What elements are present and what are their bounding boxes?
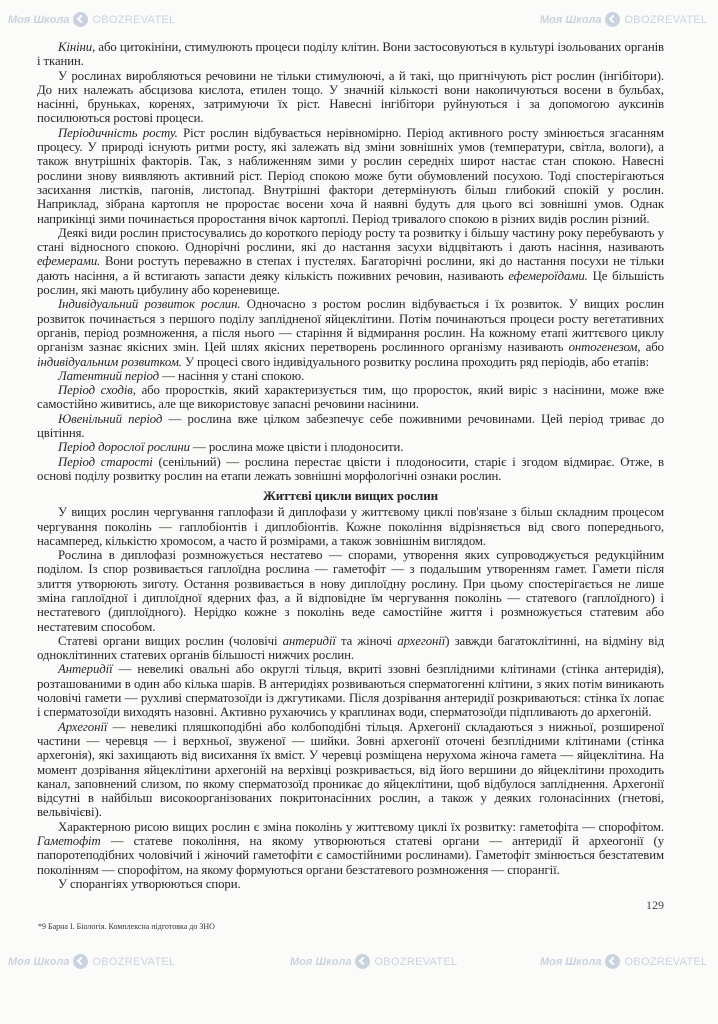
watermark (8, 954, 175, 969)
watermark-band-bottom (0, 932, 718, 992)
paragraph (37, 440, 664, 454)
text-run: Вони ростуть переважно в степах і пустелях. Багаторічні рослини, які до настання посухи не тільки дають насіння, а й встигають запасти деяку кількість поживних речовин, називають (37, 254, 664, 283)
italic-term: Латентний період (58, 368, 160, 383)
text-run: — рослина може цвісти і плодоносити. (189, 440, 404, 455)
text-run: — невеликі овальні або округлі тільця, вкриті ззовні безплідними клітинами (стінка антеридія), розташованими в один або кілька шарів. В антеридіях розвиваються сперматогенні клітини, з яких потім виникають чоловічі гамети — рухливі сперматозоїди із джгутиками. Після дозрівання антеридії розкриваються: стінка їх лопає і сперматозоїди виходять назовні. Активно рухаючись у краплинах води, сперматозоїди підпливають до архегоній. (37, 662, 664, 720)
text-run: (сенільний) — рослина перестає цвісти і плодоносити, старіє і згодом відмирає. Отже, в основі поділу розвитку рослин на етапи лежать зовнішні морфологічні ознаки рослин. (37, 454, 664, 483)
text-run: Це більшість рослин, які мають цибулину або кореневище. (37, 268, 664, 298)
italic-term: Період старості (58, 454, 153, 469)
text-run: , або проростків, який характеризується тим, що проросток, який виріс з насінини, може вже самостійно живитись, але ще використовує запасні речовини насінини. (37, 383, 664, 412)
italic-term: Гаметофіт (37, 834, 101, 849)
watermark-brand-text: OBOZREVATEL (374, 955, 458, 968)
paragraph (37, 548, 664, 634)
watermark-brand-text: Моя Школа (8, 13, 70, 26)
watermark-logo-icon (605, 12, 620, 27)
paragraph (37, 226, 664, 297)
watermark-brand-text: OBOZREVATEL (624, 955, 708, 968)
paragraph (37, 126, 664, 226)
watermark-brand-text: Моя Школа (540, 955, 602, 968)
paragraph (37, 412, 664, 441)
italic-term: ефемероїдами. (508, 268, 588, 283)
text-run: Характерною рисою вищих рослин є зміна поколінь у життєвому циклі їх розвитку: гаметофіта — спорофітом. (58, 819, 664, 834)
italic-term: Періодичність росту. (58, 125, 178, 140)
text-run: Рослина в диплофазі розмножується нестатево — спорами, утворення яких супроводжується редукційним поділом. Із спор розвивається гаплоїдна рослина — гаметофіт — з подальшим утворенням гамет. Гамети після злиття утворюють зиготу. Остання розвивається в нову диплоїдну рослину. При цьому спостерігається не лише зміна гаплоїдної і диплоїдної ядерних фаз, а й відповідне їм чергування поколінь — статевого (гаплоїдного) і нестатевого (диплоїдного). Нерідко кожне з поколінь веде самостійне життя і розмножується статевим або нестатевим способом. (37, 548, 664, 634)
text-run: Ріст рослин відбувається нерівномірно. Період активного росту змінюється згасанням процесу. У природі існують ритми росту, які залежать від зміни зовнішніх умов (температури, світла, вологи), а також внутрішніх факторів. Так, з наближенням зими у рослин середніх широт настає стан спокою. Навесні рослини знову виявляють активний ріст. Період спокою може бути обумовлений посухою. Тоді спостерігаються засихання листків, пагонів, листопад. Внутрішні фактори детермінують більш глибокий спокій у рослин. Наприклад, зібрана картопля не проростає восени хоча й наявні будуть для цього всі зовнішні умов. Однак наприкінці зими починається проростання вічок картоплі. Період тривалого спокою в різних видів рослин різний. (37, 125, 664, 226)
text-run: , або цитокініни, стимулюють процеси поділу клітин. Вони застосовуються в культурі ізольованих органів і тканин. (37, 40, 664, 69)
text-run: Деякі види рослин пристосувались до короткого періоду росту та розвитку і більшу частину року перебувають у стані відносного спокою. Однорічні рослини, які до настання засухи відцвітають і дають насіння, називають (37, 225, 664, 255)
italic-term: Індивідуальний розвиток рослин. (58, 297, 241, 312)
paragraph (37, 720, 664, 820)
paragraph (37, 820, 664, 877)
italic-term: Кініни (58, 40, 93, 54)
watermark (540, 12, 707, 27)
text-run: У процесі свого індивідуального розвитку рослина проходить ряд періодів, або етапів: (181, 354, 649, 369)
page-number: 129 (646, 898, 664, 913)
paragraph (37, 505, 664, 548)
text-run: — рослина вже цілком забезпечує себе поживними речовинами. Цей період триває до цвітіння. (37, 411, 664, 441)
text-run: ) завжди багатоклітинні, на відміну від одноклітинних статевих органів більшості нижчих рослин. (37, 633, 664, 663)
text-run: та жіночі (335, 633, 398, 648)
paragraph (37, 662, 664, 719)
text-run: — статеве покоління, на якому утворюються статеві органи — антеридії й археогонії (у папоротеподібних чоловічий і жіночий гаметофіти є самостійними рослинами). Гаметофіт змінюється безстатевим поколінням — спорофітом, на якому формуються органи безстатевого розмноження — спорангії. (37, 834, 664, 877)
watermark (540, 954, 707, 969)
section-life-cycles (37, 505, 664, 891)
paragraph (37, 369, 664, 383)
watermark-brand-text: OBOZREVATEL (92, 955, 176, 968)
watermark (8, 12, 175, 27)
footer-citation: *9 Барна І. Біологія. Комплексна підготовка до ЗНО (38, 922, 215, 932)
watermark-logo-icon (355, 954, 370, 969)
italic-term: антеридії (282, 633, 336, 648)
paragraph (37, 69, 664, 126)
watermark (290, 954, 457, 969)
text-run: , або (637, 340, 664, 355)
text-run: Статеві органи вищих рослин (чоловічі (58, 633, 283, 648)
watermark-brand-text: OBOZREVATEL (624, 13, 708, 26)
text-run: У вищих рослин чергування гаплофази й диплофази у життєвому циклі пов'язане з більш складним процесом чергування поколінь — гаплобіонтів і диплобіонтів. Кожне покоління відрізняється від свого попереднього, насамперед, кількістю хромосом, а часто й розмірами, а також зовнішнім виглядом. (37, 505, 664, 548)
text-run: У рослинах виробляються речовини не тільки стимулюючі, а й такі, що пригнічують ріст рослин (інгібітори). До них належать абсцизова кислота, етилен тощо. У значній кількості вони накопичуються восени в бульбах, насінні, бруньках, коренях, затримуючи їх ріст. Навесні інгібітори руйнуються і за допомогою ауксинів посилюються ростові процеси. (37, 68, 664, 126)
text-run: У спорангіях утворюються спори. (58, 876, 241, 891)
paragraph (37, 383, 664, 412)
italic-term: онтогенезом (568, 340, 638, 355)
text-run: — насіння у стані спокою. (159, 368, 305, 383)
italic-term: індивідуальним розвитком. (37, 354, 182, 369)
watermark-logo-icon (73, 12, 88, 27)
italic-term: архегонії (397, 633, 446, 648)
italic-term: Період сходів (58, 383, 133, 398)
paragraph (37, 455, 664, 484)
italic-term: Антеридії (58, 662, 113, 677)
watermark-band-top (0, 0, 718, 40)
section-heading: Життєві цикли вищих рослин (262, 488, 439, 504)
paragraph (37, 40, 664, 69)
paragraph (37, 297, 664, 368)
paragraph (37, 634, 664, 663)
page-body (37, 40, 664, 891)
watermark-logo-icon (605, 954, 620, 969)
section-growth (37, 40, 664, 483)
watermark-logo-icon (73, 954, 88, 969)
italic-term: ефемерами. (37, 254, 101, 269)
watermark-brand-text: Моя Школа (290, 955, 352, 968)
text-run: Одночасно з ростом рослин відбувається і їх розвиток. У вищих рослин розвиток починається з першого поділу заплідненої яйцеклітини. Потім починаються процеси росту вегетативних органів, період розмноження, а після нього — старіння й відмирання рослин. На кожному етапі життєвого циклу організм зазнає якісних змін. Цей шлях якісних перетворень рослинного організму називають (37, 297, 664, 355)
watermark-brand-text: Моя Школа (8, 955, 70, 968)
text-run: — невеликі пляшкоподібні або колбоподібні тільця. Архегонії складаються з нижньої, розширеної частини — черевця — і верхньої, звуженої — шийки. Зовні архегонії оточені безплідними клітинами (стінка архегонія), які захищають від висихання їх вміст. У черевці розміщена нерухома жіноча гамета — яйцеклітина. На момент дозрівання яйцеклітини архегоній на верхівці розкривається, від його вершини до яйцеклітини проходить канал, заповнений слизом, по якому сперматозоїд проникає до яйцеклітини, щоб відбулося запліднення. Архегонії відсутні в найбільш високоорганізованих покритонасінних рослин, а також у деяких голонасінних (гнетові, вельвічієві). (37, 719, 664, 820)
italic-term: Архегонії (58, 719, 108, 734)
paragraph (37, 877, 664, 891)
italic-term: Період дорослої рослини (58, 440, 190, 455)
watermark-brand-text: OBOZREVATEL (92, 13, 176, 26)
watermark-brand-text: Моя Школа (540, 13, 602, 26)
italic-term: Ювенільний період (58, 411, 163, 426)
